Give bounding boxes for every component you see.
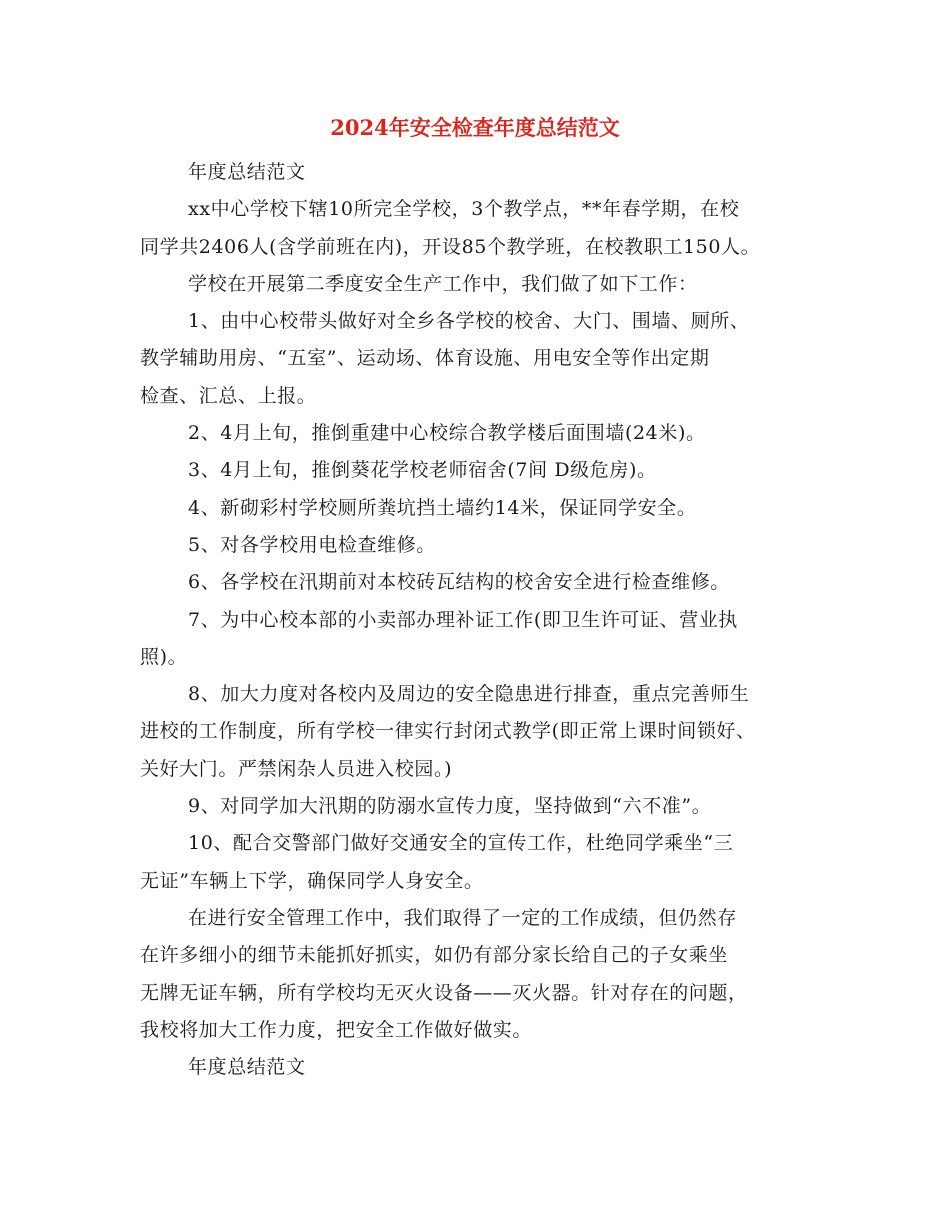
paragraph: 3、4月上旬，推倒葵花学校老师宿舍(7间 D级危房)。 — [188, 459, 657, 482]
paragraph: 5、对各学校用电检查维修。 — [188, 533, 436, 556]
paragraph: 2、4月上旬，推倒重建中心校综合教学楼后面围墙(24米)。 — [188, 422, 706, 445]
paragraph: 6、各学校在汛期前对本校砖瓦结构的校舍安全进行检查维修。 — [188, 571, 730, 594]
paragraph: 7、为中心校本部的小卖部办理补证工作(即卫生许可证、营业执 照)。 — [140, 608, 738, 668]
paragraph: 8、加大力度对各校内及周边的安全隐患进行排查，重点完善师生 进校的工作制度，所有学校一律实行封闭式教学(即正常上课时间锁好、 关好大门。严禁闲杂人员进入校园。) — [140, 683, 756, 780]
paragraph: 9、对同学加大汛期的防溺水宣传力度，坚持做到“六不准”。 — [188, 795, 712, 818]
document-title: 2024年安全检查年度总结范文 — [330, 115, 620, 140]
paragraph: 4、新砌彩村学校厕所粪坑挡土墙约14米，保证同学安全。 — [188, 496, 697, 519]
paragraph: 年度总结范文 — [188, 161, 306, 183]
document-body — [140, 154, 830, 1086]
paragraph: 年度总结范文 — [188, 1056, 306, 1079]
paragraph: 学校在开展第二季度安全生产工作中，我们做了如下工作： — [188, 272, 698, 295]
paragraph: xx中心学校下辖10所完全学校，3个教学点，**年春学期，在校 同学共2406人(含学前班在内)，开设85个教学班，在校教职工150人。 — [140, 198, 761, 258]
paragraph: 1、由中心校带头做好对全乡各学校的校舍、大门、围墙、厕所、 教学辅助用房、“五室”、运动场、体育设施、用电安全等作出定期 检查、汇总、上报。 — [140, 310, 750, 407]
paragraph: 在进行安全管理工作中，我们取得了一定的工作成绩，但仍然存 在许多细小的细节未能抓好抓实，如仍有部分家长给自己的子女乘坐 无牌无证车辆，所有学校均无灭火设备——灭火器。针对存在的问题， 我校将加大工作力度，把安全工作做好做实。 — [140, 906, 748, 1041]
paragraph: 10、配合交警部门做好交通安全的宣传工作，杜绝同学乘坐“三 无证”车辆上下学，确保同学人身安全。 — [140, 832, 734, 892]
